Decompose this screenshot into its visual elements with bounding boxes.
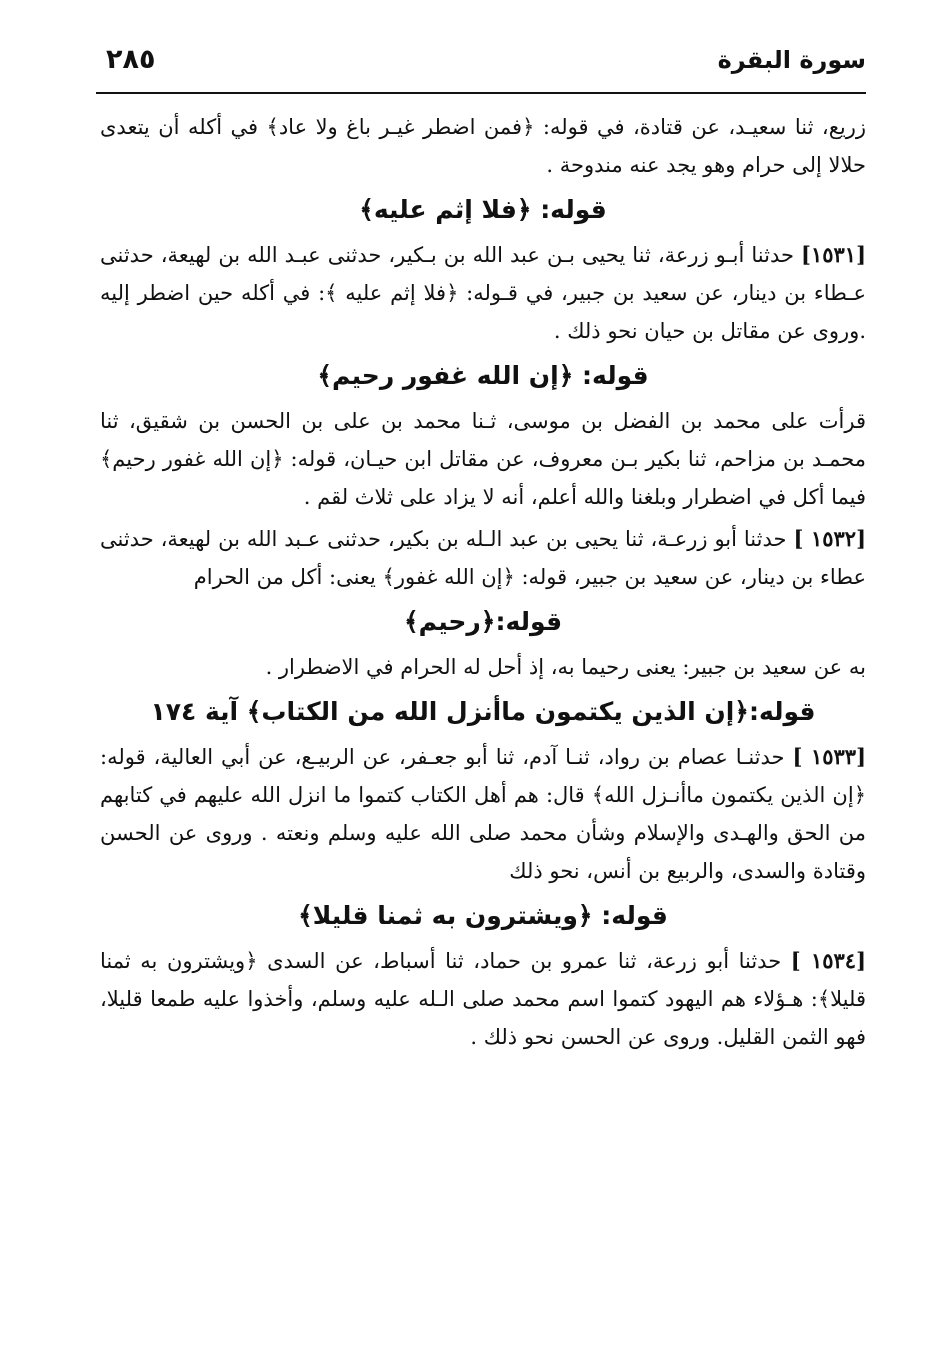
paragraph (100, 402, 866, 516)
paragraph (100, 942, 866, 1056)
running-title: سورة البقرة (717, 46, 866, 74)
section-heading (100, 188, 866, 232)
page-number: ٢٨٥ (106, 44, 156, 75)
paragraph-text: زريع، ثنا سعيـد، عن قتادة، في قوله: ﴿فمن اضطر غيـر باغ ولا عاد﴾ في أكله أن يتعدى حلالا إلى حرام وهو يجد عنه مندوحة . (100, 115, 866, 177)
paragraph (100, 108, 866, 184)
heading-verse-quote: ﴿فلا إثم عليه﴾ (359, 195, 532, 224)
paragraph (100, 738, 866, 890)
section-heading (100, 354, 866, 398)
section-heading (100, 600, 866, 644)
paragraph-text: حدثنا أبو زرعة، ثنا عمرو بن حماد، ثنا أسباط، عن السدى ﴿ويشترون به ثمنا قليلا﴾: هـؤلاء هم اليهود كتموا اسم محمد صلى الـله عليه وسلم، وأخذوا عليه طمعا قليلا، فهو الثمن القليل. وروى عن الحسن نحو ذلك . (100, 949, 866, 1049)
hadith-number: [١٥٣١] (801, 242, 866, 267)
paragraph-text: حدثنا أبو زرعـة، ثنا يحيى بن عبد الـله بن بكير، حدثنى عـبد الله بن لهيعة، حدثنى عطاء بن دينار، عن سعيد بن جبير، قوله: ﴿إن الله غفور﴾ يعنى: أكل من الحرام (100, 527, 866, 589)
paragraph (100, 236, 866, 350)
page-body (100, 108, 866, 1056)
section-heading (100, 690, 866, 734)
section-heading (100, 894, 866, 938)
heading-verse-number: آية ١٧٤ (150, 697, 247, 726)
hadith-number: [١٥٣٤ ] (790, 948, 866, 973)
paragraph-text: حدثنـا عصام بن رواد، ثنـا آدم، ثنا أبو جعـفر، عن الربيـع، عن أبي العالية، قوله: ﴿إن الذين يكتمون ماأنـزل الله﴾ قال: هم أهل الكتاب كتموا ما انزل الله عليهم في كتابهم من الحق والهـدى والإسلام وشأن محمد صلى الله عليه وسلم ونعته . وروى عن الحسن وقتادة والسدى، والربيع بن أنس، نحو ذلك (100, 745, 866, 883)
hadith-number: [١٥٣٣ ] (792, 744, 867, 769)
heading-verse-quote: ﴿رحيم﴾ (403, 607, 496, 636)
heading-label: قوله: (592, 901, 668, 930)
heading-verse-quote: ﴿إن الله غفور رحيم﴾ (317, 361, 574, 390)
heading-label: قوله: (531, 195, 607, 224)
heading-label: قوله: (495, 607, 563, 636)
paragraph (100, 520, 866, 596)
page-header (96, 40, 866, 90)
heading-label: قوله: (573, 361, 649, 390)
paragraph-text: حدثنا أبـو زرعة، ثنا يحيى بـن عبد الله بن بـكير، حدثنى عبـد الله بن لهيعة، حدثنى عـطاء بن دينار، عن سعيد بن جبير، في قـوله: ﴿فلا إثم عليه ﴾: في أكله حين اضطر إليه .وروى عن مقاتل بن حيان نحو ذلك . (100, 243, 866, 343)
header-divider (96, 92, 866, 94)
heading-verse-quote: ﴿ويشترون به ثمنا قليلا﴾ (298, 901, 593, 930)
paragraph-text: قرأت على محمد بن الفضل بن موسى، ثـنا محمد بن على بن الحسن بن شقيق، ثنا محمـد بن مزاحم، ثنا بكير بـن معروف، عن مقاتل ابن حيـان، قوله: ﴿إن الله غفور رحيم﴾ فيما أكل في اضطرار وبلغنا والله أعلم، أنه لا يزاد على ثلاث لقم . (100, 409, 866, 509)
hadith-number: [١٥٣٢ ] (793, 526, 867, 551)
heading-verse-quote: ﴿إن الذين يكتمون ماأنزل الله من الكتاب﴾ (246, 697, 749, 726)
heading-label: قوله: (748, 697, 816, 726)
paragraph-text: به عن سعيد بن جبير: يعنى رحيما به، إذ أحل له الحرام في الاضطرار . (265, 655, 866, 679)
paragraph (100, 648, 866, 686)
